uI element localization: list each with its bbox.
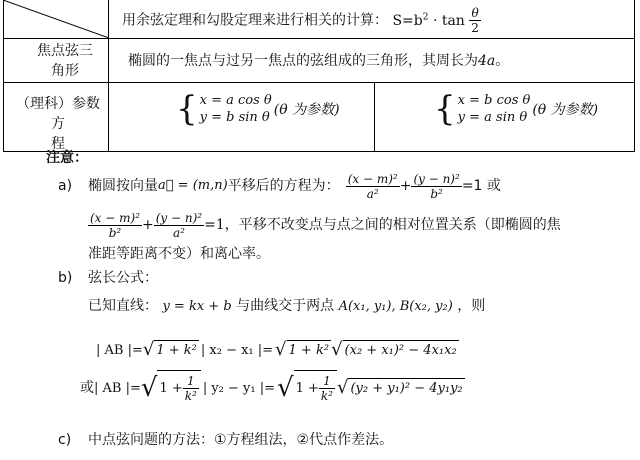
note-a-line1 bbox=[88, 168, 501, 204]
row2-label-line2: 角形 bbox=[51, 63, 79, 79]
note-a-frac4-den: a² bbox=[172, 225, 185, 240]
row3-right-system bbox=[434, 89, 599, 129]
row3-right-eq1: x = b cos θ bbox=[457, 93, 531, 108]
note-a-line3: 准距等距离不变）和离心率。 bbox=[88, 246, 270, 262]
f2-sqrt2-one: 1 + bbox=[295, 381, 319, 396]
row3-left-eq1: x = a cos θ bbox=[199, 93, 272, 108]
notes-heading: 注意： bbox=[46, 150, 88, 166]
note-a-frac4-num: (y − n)² bbox=[155, 210, 203, 225]
row3-left-param bbox=[176, 89, 340, 129]
note-a-frac1 bbox=[346, 172, 400, 201]
table-diagonal-line bbox=[3, 0, 109, 38]
row1-frac-num: θ bbox=[469, 6, 481, 21]
f2-mid: | y₂ − y₁ |= bbox=[202, 380, 276, 396]
note-a-eq1: =1 或 bbox=[461, 178, 501, 194]
note-b-title: 弦长公式： bbox=[88, 270, 158, 286]
note-b-marker: b) bbox=[58, 270, 73, 286]
row2-text-post: 。 bbox=[495, 53, 510, 69]
chord-formula-1 bbox=[96, 338, 459, 362]
note-a-frac3-den: b² bbox=[108, 225, 122, 240]
row1-sup: 2 bbox=[422, 11, 429, 22]
f2-sqrt1-one: 1 + bbox=[159, 381, 183, 396]
f1-sqrt2-content: 1 + k² bbox=[287, 340, 332, 360]
f2-sqrt2-den: k² bbox=[320, 389, 333, 403]
note-a-text3: ，平移不改变点与点之间的相对位置关系（即椭圆的焦 bbox=[224, 217, 561, 233]
note-a-frac2-den: b² bbox=[430, 186, 443, 201]
f1-mid: | x₂ − x₁ |= bbox=[200, 342, 274, 358]
note-b-line-eq: y = kx + b bbox=[162, 299, 232, 314]
note-a-frac1-num: (x − m)² bbox=[347, 171, 398, 186]
note-b-known-end: ，则 bbox=[457, 298, 486, 314]
f2-sqrt3: √ (y₂ + y₁)² − 4y₁y₂ bbox=[336, 377, 463, 398]
right-brace: { bbox=[434, 89, 456, 129]
note-a-plus: + bbox=[399, 178, 412, 194]
note-a-eq2: =1 bbox=[204, 217, 225, 233]
note-c-marker: c) bbox=[58, 432, 72, 448]
table-row-divider-2 bbox=[3, 82, 635, 83]
row1-content bbox=[122, 6, 481, 35]
row2-content bbox=[128, 51, 509, 71]
row3-left-eq2: y = b sin θ bbox=[199, 110, 270, 125]
row1-text: 用余弦定理和勾股定理来进行相关的计算： bbox=[122, 12, 388, 29]
f2-sqrt2: √ 1 + $\frac{1}{\text{k²}}$ bbox=[277, 370, 337, 406]
note-a-text1: 椭圆按向量 bbox=[88, 178, 158, 194]
row3-left-system bbox=[176, 89, 340, 129]
note-b-known-text: 已知直线： bbox=[88, 298, 158, 314]
note-a-marker: a) bbox=[58, 178, 73, 194]
note-a-frac4 bbox=[154, 211, 204, 240]
note-b-known bbox=[88, 296, 485, 317]
f2-sqrt2-frac bbox=[319, 374, 335, 403]
note-a-plus2: + bbox=[142, 217, 154, 233]
row1-tan: · tan bbox=[432, 12, 465, 29]
row3-label-line2: 程 bbox=[51, 136, 65, 152]
note-b-points: A(x₁, y₁), B(x₂, y₂) bbox=[338, 299, 453, 314]
row3-left-note: (θ 为参数) bbox=[273, 102, 340, 118]
note-a-frac1-den: a² bbox=[366, 186, 379, 201]
note-a-frac2-num: (y − n)² bbox=[413, 171, 460, 186]
note-a-line2 bbox=[88, 207, 561, 243]
row2-perimeter: 4a bbox=[478, 53, 496, 69]
f1-sqrt1-content: 1 + k² bbox=[154, 340, 199, 360]
row3-label bbox=[10, 94, 106, 154]
row1-fraction bbox=[469, 6, 481, 35]
f1-sqrt1: √ 1 + k² bbox=[142, 339, 197, 360]
note-a-text2: 平移后的方程为： bbox=[227, 178, 340, 194]
chord-formula-2 bbox=[80, 368, 465, 408]
row3-right-eq2: y = a sin θ bbox=[457, 110, 528, 125]
left-brace: { bbox=[176, 89, 198, 129]
note-a-frac2 bbox=[411, 172, 461, 201]
note-a-frac3 bbox=[88, 211, 142, 240]
row1-formula bbox=[392, 6, 480, 35]
f2-sqrt3-content: (y₂ + y₁)² − 4y₁y₂ bbox=[348, 378, 464, 398]
f2-sqrt1-frac bbox=[183, 374, 199, 403]
table-right-border bbox=[634, 0, 635, 152]
f2-sqrt1-den: k² bbox=[184, 389, 197, 403]
note-a-vector: a⃗ = (m,n) bbox=[158, 178, 228, 193]
table-row-divider-1 bbox=[3, 38, 635, 39]
f2-sqrt1-num: 1 bbox=[183, 374, 199, 389]
row2-text-pre: 椭圆的一焦点与过另一焦点的弦组成的三角形，其周长为 bbox=[128, 53, 478, 69]
row2-label bbox=[30, 41, 100, 81]
row1-frac-den: 2 bbox=[471, 21, 479, 35]
note-b-known-mid: 与曲线交于两点 bbox=[236, 298, 335, 314]
row3-right-param bbox=[434, 89, 599, 129]
f1-sqrt2: √ 1 + k² bbox=[275, 339, 330, 360]
note-a-frac3-num: (x − m)² bbox=[90, 210, 141, 225]
note-c-text: 中点弦问题的方法：①方程组法，②代点作差法。 bbox=[88, 432, 394, 448]
f2-or: 或 bbox=[80, 380, 94, 396]
row3-right-note: (θ 为参数) bbox=[532, 102, 599, 118]
row2-label-line1: 焦点弦三 bbox=[37, 43, 93, 59]
f1-sqrt3: √ (x₂ + x₁)² − 4x₁x₂ bbox=[331, 339, 457, 360]
row1-formula-prefix: S=b bbox=[392, 12, 423, 29]
row3-label-line1: （理科）参数方 bbox=[16, 96, 100, 132]
f2-sqrt1: √ 1 + $\frac{1}{\text{k²}}$ bbox=[141, 370, 201, 406]
f2-sqrt2-num: 1 bbox=[319, 374, 335, 389]
table-mid-divider bbox=[374, 82, 375, 152]
f2-lhs: | AB |= bbox=[94, 380, 141, 396]
f1-sqrt3-content: (x₂ + x₁)² − 4x₁x₂ bbox=[343, 340, 459, 360]
f1-lhs: | AB |= bbox=[96, 342, 143, 358]
